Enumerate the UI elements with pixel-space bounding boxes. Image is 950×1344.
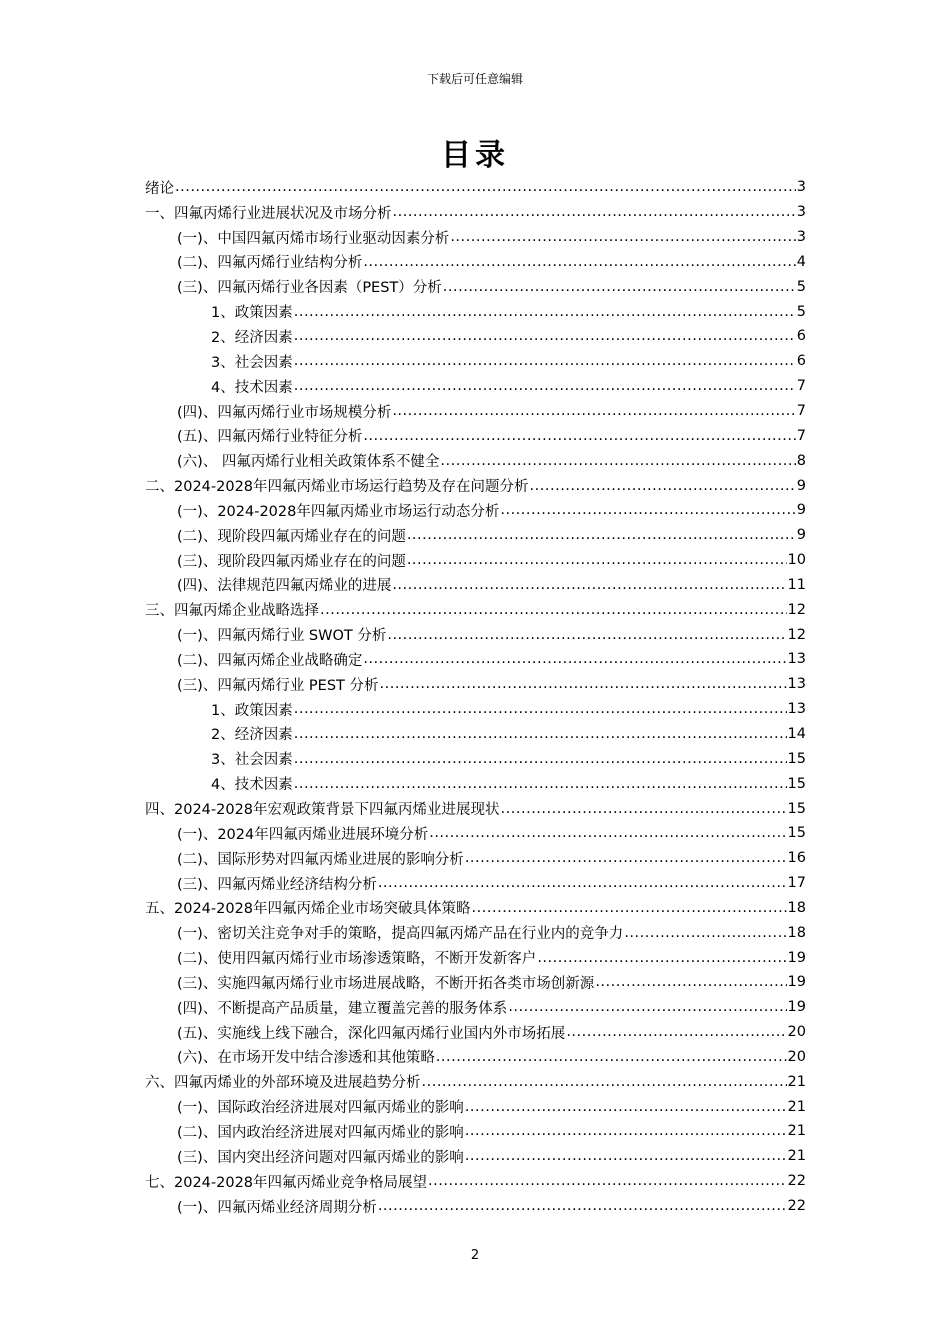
toc-dot-leader <box>595 974 786 990</box>
toc-entry-label: (二)、四氟丙烯行业结构分析 <box>177 255 363 272</box>
toc-entry-page: 20 <box>787 1048 806 1065</box>
toc-entry-label: (一)、2024-2028年四氟丙烯业市场运行动态分析 <box>177 503 500 520</box>
toc-entry[interactable] <box>145 423 806 448</box>
toc-dot-leader <box>443 279 796 295</box>
toc-entry-page: 18 <box>787 899 806 916</box>
toc-entry-page: 15 <box>787 800 806 817</box>
toc-entry-page: 14 <box>787 725 806 742</box>
toc-dot-leader <box>294 751 787 767</box>
toc-entry-label: 3、社会因素 <box>211 354 293 371</box>
toc-entry-page: 3 <box>796 179 806 196</box>
toc-dot-leader <box>294 776 787 792</box>
toc-entry-label: (五)、四氟丙烯行业特征分析 <box>177 429 363 446</box>
toc-entry-label: (三)、四氟丙烯行业各因素（PEST）分析 <box>177 280 442 297</box>
toc-entry-page: 9 <box>796 502 806 519</box>
toc-dot-leader <box>429 825 786 841</box>
toc-entry-page: 5 <box>796 303 806 320</box>
toc-entry[interactable] <box>145 573 806 598</box>
toc-dot-leader <box>440 453 795 469</box>
toc-entry[interactable] <box>145 1094 806 1119</box>
toc-entry[interactable] <box>145 746 806 771</box>
toc-entry-label: (二)、国内政治经济进展对四氟丙烯业的影响 <box>177 1124 464 1141</box>
toc-entry[interactable] <box>145 1020 806 1045</box>
toc-entry-label: 1、政策因素 <box>211 305 293 322</box>
toc-entry-label: 3、社会因素 <box>211 752 293 769</box>
toc-entry-label: (三)、实施四氟丙烯行业市场进展战略，不断开拓各类市场创新源 <box>177 975 595 992</box>
toc-entry-page: 5 <box>796 278 806 295</box>
page-number: 2 <box>470 1248 480 1263</box>
toc-entry-page: 21 <box>787 1148 806 1165</box>
toc-entry-label: 4、技术因素 <box>211 777 293 794</box>
toc-entry-page: 3 <box>796 229 806 246</box>
toc-entry-page: 16 <box>787 850 806 867</box>
toc-dot-leader <box>320 602 787 618</box>
toc-entry[interactable] <box>145 771 806 796</box>
toc-dot-leader <box>566 1024 786 1040</box>
toc-entry-page: 21 <box>787 1073 806 1090</box>
toc-entry[interactable] <box>145 895 806 920</box>
toc-dot-leader <box>428 1173 787 1189</box>
toc-dot-leader <box>294 726 787 742</box>
toc-entry[interactable] <box>145 175 806 200</box>
page-header: 下载后可任意编辑 <box>426 72 523 86</box>
toc-dot-leader <box>387 627 786 643</box>
toc-entry-label: (六)、在市场开发中结合渗透和其他策略 <box>177 1050 435 1067</box>
toc-entry[interactable] <box>145 523 806 548</box>
toc-entry[interactable] <box>145 225 806 250</box>
toc-entry[interactable] <box>145 1169 806 1194</box>
toc-entry-page: 13 <box>787 701 806 718</box>
toc-dot-leader <box>363 651 786 667</box>
toc-entry-page: 3 <box>796 204 806 221</box>
toc-entry[interactable] <box>145 399 806 424</box>
toc-entry[interactable] <box>145 498 806 523</box>
toc-entry-page: 10 <box>787 552 806 569</box>
toc-entry[interactable] <box>145 374 806 399</box>
toc-entry-label: (三)、四氟丙烯业经济结构分析 <box>177 876 377 893</box>
toc-entry-label: (二)、使用四氟丙烯行业市场渗透策略，不断开发新客户 <box>177 951 537 968</box>
toc-entry-label: (一)、国际政治经济进展对四氟丙烯业的影响 <box>177 1100 464 1117</box>
toc-entry-label: (三)、国内突出经济问题对四氟丙烯业的影响 <box>177 1149 464 1166</box>
toc-entry-page: 6 <box>796 328 806 345</box>
toc-entry-label: 2、经济因素 <box>211 727 293 744</box>
toc-entry[interactable] <box>145 970 806 995</box>
toc-entry[interactable] <box>145 647 806 672</box>
toc-dot-leader <box>422 1074 787 1090</box>
toc-entry[interactable] <box>145 920 806 945</box>
toc-entry-label: 五、2024-2028年四氟丙烯企业市场突破具体策略 <box>145 901 471 918</box>
toc-entry-page: 13 <box>787 676 806 693</box>
toc-entry-page: 19 <box>787 974 806 991</box>
toc-entry[interactable] <box>145 448 806 473</box>
toc-dot-leader <box>530 478 796 494</box>
toc-entry[interactable] <box>145 597 806 622</box>
toc-dot-leader <box>436 1049 787 1065</box>
toc-dot-leader <box>363 428 795 444</box>
toc-entry[interactable] <box>145 1194 806 1219</box>
toc-dot-leader <box>465 1148 787 1164</box>
toc-dot-leader <box>380 676 787 692</box>
toc-entry-label: (一)、中国四氟丙烯市场行业驱动因素分析 <box>177 230 450 247</box>
toc-entry-page: 7 <box>796 427 806 444</box>
toc-dot-leader <box>472 900 787 916</box>
toc-entry-label: (一)、密切关注竞争对手的策略，提高四氟丙烯产品在行业内的竞争力 <box>177 926 624 943</box>
toc-entry-label: 4、技术因素 <box>211 379 293 396</box>
toc-entry-page: 19 <box>787 999 806 1016</box>
toc-entry[interactable] <box>145 250 806 275</box>
toc-entry-page: 9 <box>796 527 806 544</box>
toc-entry-page: 4 <box>796 253 806 270</box>
toc-title: 目录 <box>441 138 509 173</box>
toc-entry[interactable] <box>145 722 806 747</box>
toc-entry[interactable] <box>145 945 806 970</box>
toc-entry-page: 15 <box>787 825 806 842</box>
toc-entry-label: 绪论 <box>145 180 174 197</box>
toc-dot-leader <box>294 353 796 369</box>
toc-entry-label: (一)、四氟丙烯业经济周期分析 <box>177 1199 377 1216</box>
toc-entry-label: 二、2024-2028年四氟丙烯业市场运行趋势及存在问题分析 <box>145 479 529 496</box>
toc-entry-page: 11 <box>787 576 806 593</box>
toc-entry[interactable] <box>145 821 806 846</box>
toc-entry-label: 七、2024-2028年四氟丙烯业竞争格局展望 <box>145 1174 428 1191</box>
toc-entry-label: 三、四氟丙烯企业战略选择 <box>145 603 319 620</box>
toc-dot-leader <box>393 204 796 220</box>
toc-entry-label: (四)、法律规范四氟丙烯业的进展 <box>177 578 392 595</box>
toc-entry-label: (四)、不断提高产品质量，建立覆盖完善的服务体系 <box>177 1000 508 1017</box>
toc-entry-page: 13 <box>787 651 806 668</box>
toc-entry-label: 四、2024-2028年宏观政策背景下四氟丙烯业进展现状 <box>145 802 500 819</box>
toc-entry-page: 18 <box>787 924 806 941</box>
toc-entry-label: (六)、 四氟丙烯行业相关政策体系不健全 <box>177 454 440 471</box>
toc-entry-page: 12 <box>787 626 806 643</box>
toc-entry-label: (一)、2024年四氟丙烯业进展环境分析 <box>177 826 429 843</box>
toc-entry[interactable] <box>145 871 806 896</box>
toc-dot-leader <box>500 502 795 518</box>
toc-dot-leader <box>407 552 787 568</box>
toc-entry[interactable] <box>145 473 806 498</box>
toc-entry-label: (四)、四氟丙烯行业市场规模分析 <box>177 404 392 421</box>
toc-entry-page: 22 <box>787 1198 806 1215</box>
toc-entry[interactable] <box>145 995 806 1020</box>
table-of-contents <box>145 175 806 1218</box>
toc-entry-label: 一、四氟丙烯行业进展状况及市场分析 <box>145 205 392 222</box>
toc-entry[interactable] <box>145 1045 806 1070</box>
toc-entry[interactable] <box>145 349 806 374</box>
toc-entry-page: 8 <box>796 452 806 469</box>
toc-entry[interactable] <box>145 672 806 697</box>
toc-entry-label: 2、经济因素 <box>211 329 293 346</box>
toc-dot-leader <box>378 875 787 891</box>
toc-entry-page: 21 <box>787 1123 806 1140</box>
toc-dot-leader <box>294 304 796 320</box>
toc-entry-page: 22 <box>787 1173 806 1190</box>
toc-entry-page: 9 <box>796 477 806 494</box>
toc-dot-leader <box>537 950 786 966</box>
toc-entry-page: 15 <box>787 750 806 767</box>
toc-dot-leader <box>465 1099 787 1115</box>
toc-entry-page: 12 <box>787 601 806 618</box>
toc-entry[interactable] <box>145 846 806 871</box>
toc-entry[interactable] <box>145 299 806 324</box>
toc-dot-leader <box>392 577 786 593</box>
toc-entry-label: 六、四氟丙烯业的外部环境及进展趋势分析 <box>145 1075 421 1092</box>
toc-dot-leader <box>363 254 795 270</box>
toc-entry-page: 17 <box>787 875 806 892</box>
toc-dot-leader <box>624 925 786 941</box>
toc-entry[interactable] <box>145 697 806 722</box>
toc-dot-leader <box>392 403 795 419</box>
toc-dot-leader <box>501 801 787 817</box>
toc-dot-leader <box>294 701 787 717</box>
toc-entry-label: (一)、四氟丙烯行业 SWOT 分析 <box>177 628 387 645</box>
toc-dot-leader <box>465 850 787 866</box>
toc-dot-leader <box>450 229 795 245</box>
toc-entry-page: 21 <box>787 1098 806 1115</box>
toc-entry-page: 6 <box>796 353 806 370</box>
toc-entry[interactable] <box>145 274 806 299</box>
toc-entry-label: (三)、现阶段四氟丙烯业存在的问题 <box>177 553 406 570</box>
toc-entry-label: (三)、四氟丙烯行业 PEST 分析 <box>177 677 379 694</box>
toc-dot-leader <box>175 179 796 195</box>
toc-entry-page: 7 <box>796 378 806 395</box>
toc-entry[interactable] <box>145 1069 806 1094</box>
toc-entry[interactable] <box>145 796 806 821</box>
toc-dot-leader <box>465 1123 787 1139</box>
toc-entry-label: 1、政策因素 <box>211 702 293 719</box>
toc-entry[interactable] <box>145 548 806 573</box>
toc-entry-label: (二)、四氟丙烯企业战略确定 <box>177 652 363 669</box>
toc-entry[interactable] <box>145 1119 806 1144</box>
toc-entry[interactable] <box>145 200 806 225</box>
toc-entry[interactable] <box>145 324 806 349</box>
toc-entry-page: 19 <box>787 949 806 966</box>
toc-dot-leader <box>294 378 796 394</box>
toc-entry-page: 15 <box>787 775 806 792</box>
toc-entry-label: (二)、现阶段四氟丙烯业存在的问题 <box>177 528 406 545</box>
toc-entry-label: (五)、实施线上线下融合，深化四氟丙烯行业国内外市场拓展 <box>177 1025 566 1042</box>
toc-dot-leader <box>508 999 786 1015</box>
toc-entry[interactable] <box>145 1144 806 1169</box>
toc-entry-page: 7 <box>796 403 806 420</box>
toc-dot-leader <box>378 1198 787 1214</box>
toc-entry[interactable] <box>145 622 806 647</box>
toc-entry-label: (二)、国际形势对四氟丙烯业进展的影响分析 <box>177 851 464 868</box>
toc-entry-page: 20 <box>787 1024 806 1041</box>
toc-dot-leader <box>294 328 796 344</box>
toc-dot-leader <box>407 527 796 543</box>
